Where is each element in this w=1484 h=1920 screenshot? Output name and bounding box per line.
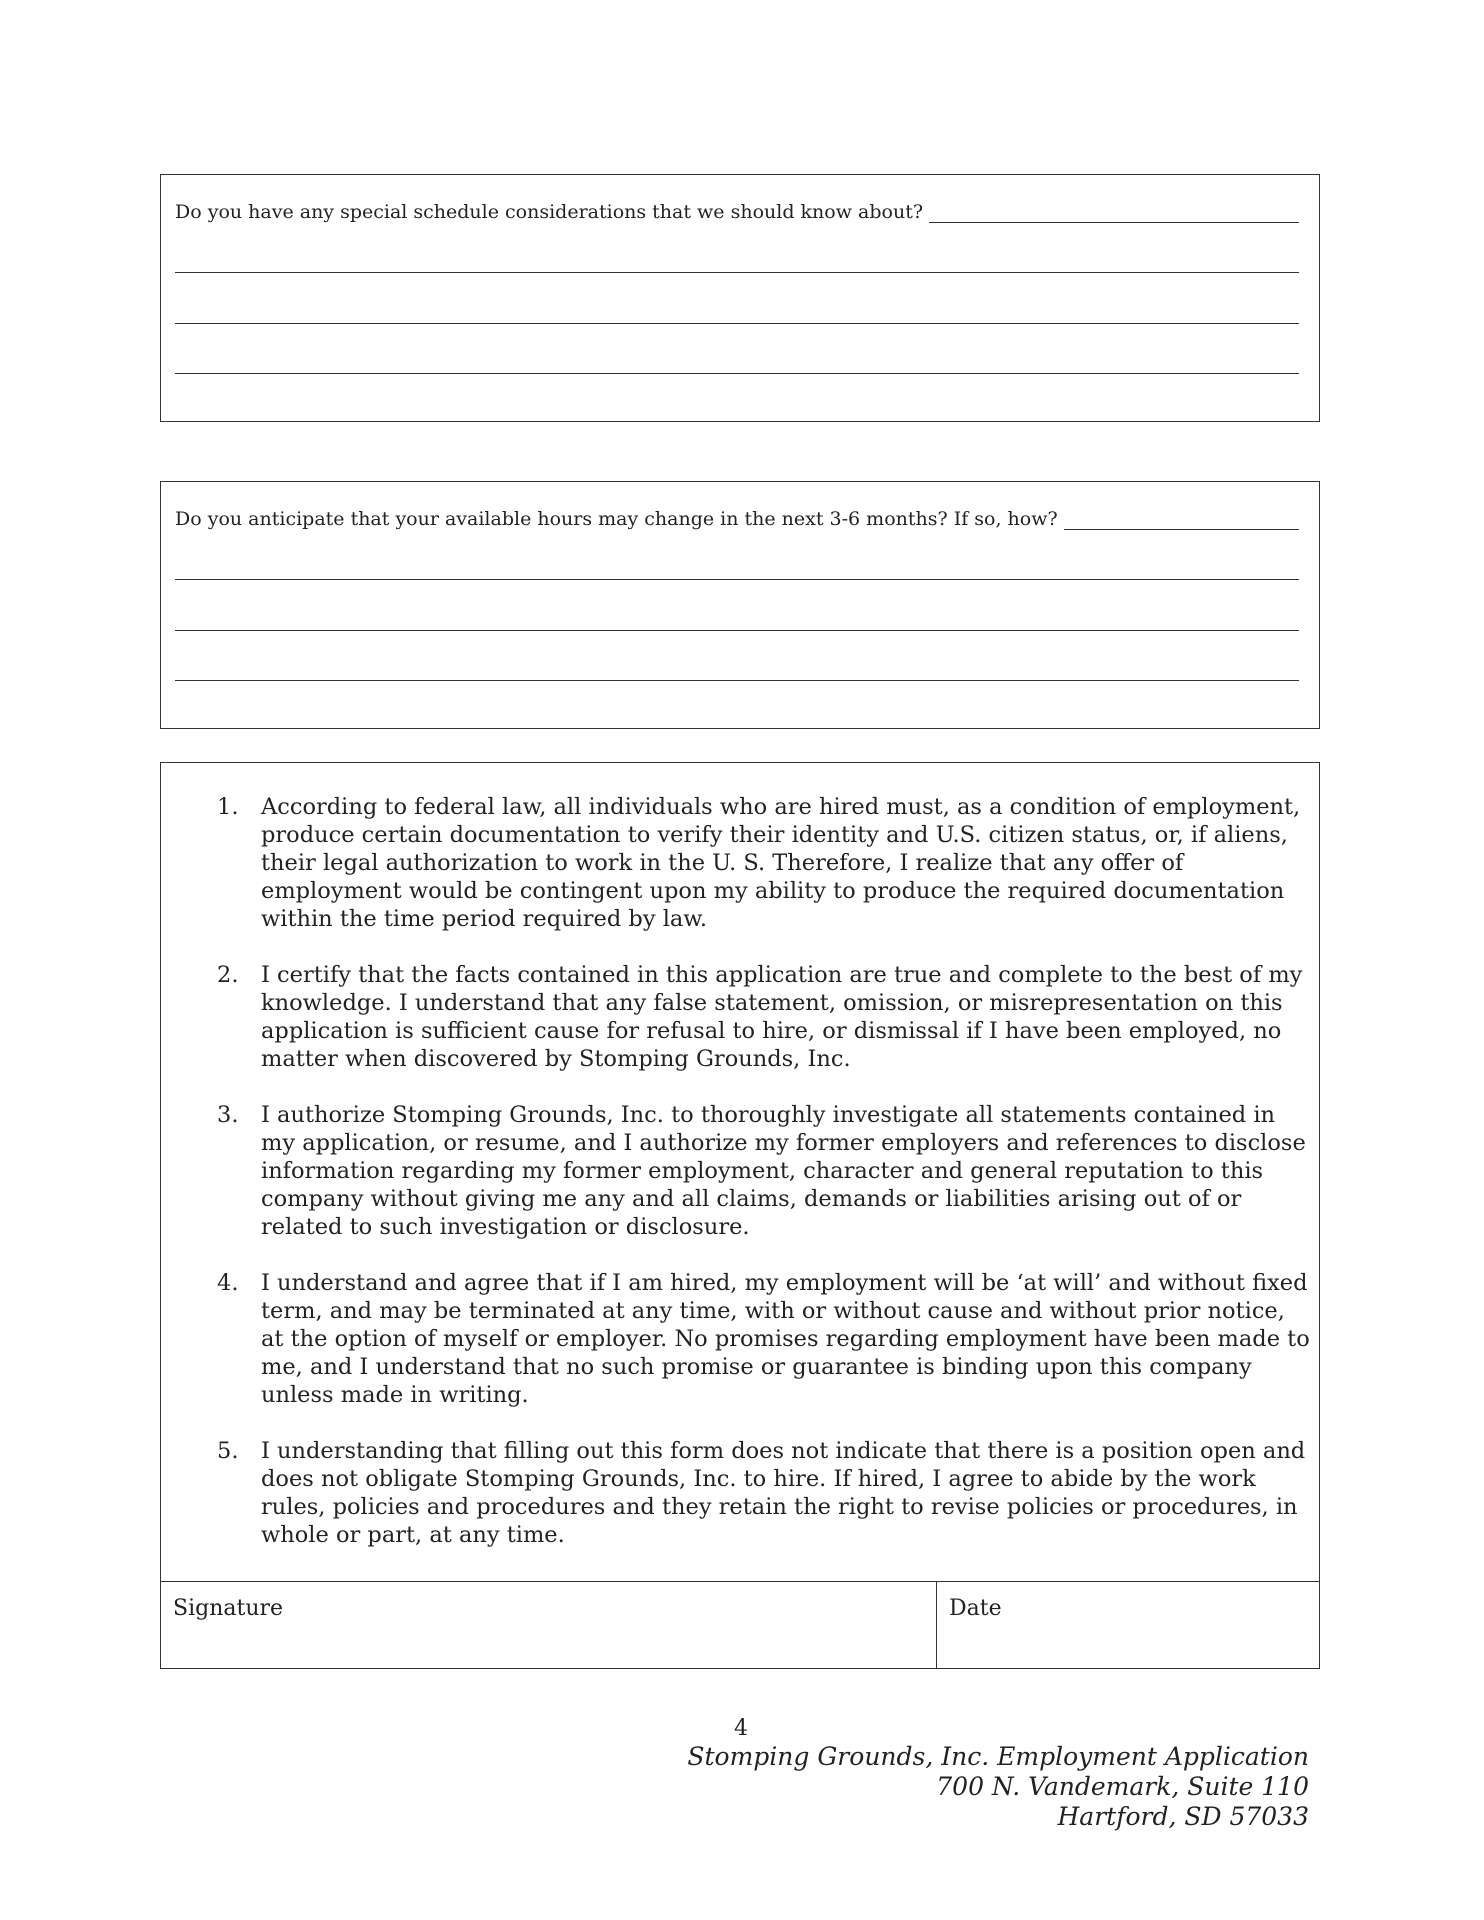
hours-question-label: Do you anticipate that your available hours may change in the next 3-6 months? If so, how? — [175, 508, 1058, 530]
term-number: 3. — [217, 1102, 239, 1128]
hours-answer-line[interactable] — [175, 680, 1299, 681]
term-text: I authorize Stomping Grounds, Inc. to thoroughly investigate all statements contained in my application, or resume, and I authorize my former employers and references to disclose information regarding my former employment, character and general reputation to this company without giving me any and all claims, demands or liabilities arising out of or related to such investigation or disclosure. — [261, 1102, 1306, 1240]
date-label: Date — [949, 1596, 1002, 1621]
footer — [687, 1742, 1309, 1832]
hours-answer-line[interactable] — [175, 579, 1299, 580]
date-field[interactable] — [937, 1582, 1319, 1668]
schedule-answer-line[interactable] — [175, 373, 1299, 374]
footer-city-line: Hartford, SD 57033 — [1057, 1802, 1309, 1831]
hours-question — [175, 508, 1299, 530]
term-number: 4. — [217, 1270, 239, 1296]
term-item — [161, 1269, 1311, 1409]
schedule-answer-line[interactable] — [175, 272, 1299, 273]
term-item — [161, 1101, 1311, 1241]
schedule-question-label: Do you have any special schedule considerations that we should know about? — [175, 201, 924, 223]
schedule-question — [175, 201, 1299, 223]
hours-answer-line[interactable] — [1064, 509, 1299, 530]
term-text: I understand and agree that if I am hired, my employment will be ‘at will’ and without fixed term, and may be terminated at any time, with or without cause and without prior notice, at the option of myself or employer. No promises regarding employment have been made to me, and I understand that no such promise or guarantee is binding upon this company unless made in writing. — [261, 1270, 1310, 1408]
terms-list — [161, 793, 1311, 1577]
term-text: I certify that the facts contained in this application are true and complete to the best of my knowledge. I understand that any false statement, omission, or misrepresentation on this application is sufficient cause for refusal to hire, or dismissal if I have been employed, no matter when discovered by Stomping Grounds, Inc. — [261, 962, 1303, 1072]
signature-label: Signature — [173, 1596, 284, 1621]
term-text: I understanding that filling out this form does not indicate that there is a position open and does not obligate Stomping Grounds, Inc. to hire. If hired, I agree to abide by the work rules, policies and procedures and they retain the right to revise policies or procedures, in whole or part, at any time. — [261, 1438, 1306, 1548]
hours-answer-line[interactable] — [175, 630, 1299, 631]
term-item — [161, 1437, 1311, 1549]
signature-row — [161, 1581, 1319, 1668]
certification-box — [160, 762, 1320, 1669]
term-item — [161, 961, 1311, 1073]
footer-address-line: 700 N. Vandemark, Suite 110 — [936, 1772, 1309, 1801]
term-item — [161, 793, 1311, 933]
footer-company-line: Stomping Grounds, Inc. Employment Application — [687, 1742, 1309, 1771]
term-text: According to federal law, all individuals who are hired must, as a condition of employment, produce certain documentation to verify their identity and U.S. citizen status, or, if aliens, their legal authorization to work in the U. S. Therefore, I realize that any offer of employment would be contingent upon my ability to produce the required documentation within the time period required by law. — [261, 794, 1301, 932]
hours-question-box — [160, 481, 1320, 729]
term-number: 5. — [217, 1438, 239, 1464]
schedule-answer-line[interactable] — [175, 323, 1299, 324]
signature-field[interactable] — [161, 1582, 937, 1668]
schedule-question-box — [160, 174, 1320, 422]
term-number: 1. — [217, 794, 239, 820]
schedule-answer-line[interactable] — [929, 202, 1299, 223]
page-number: 4 — [734, 1716, 748, 1741]
term-number: 2. — [217, 962, 239, 988]
